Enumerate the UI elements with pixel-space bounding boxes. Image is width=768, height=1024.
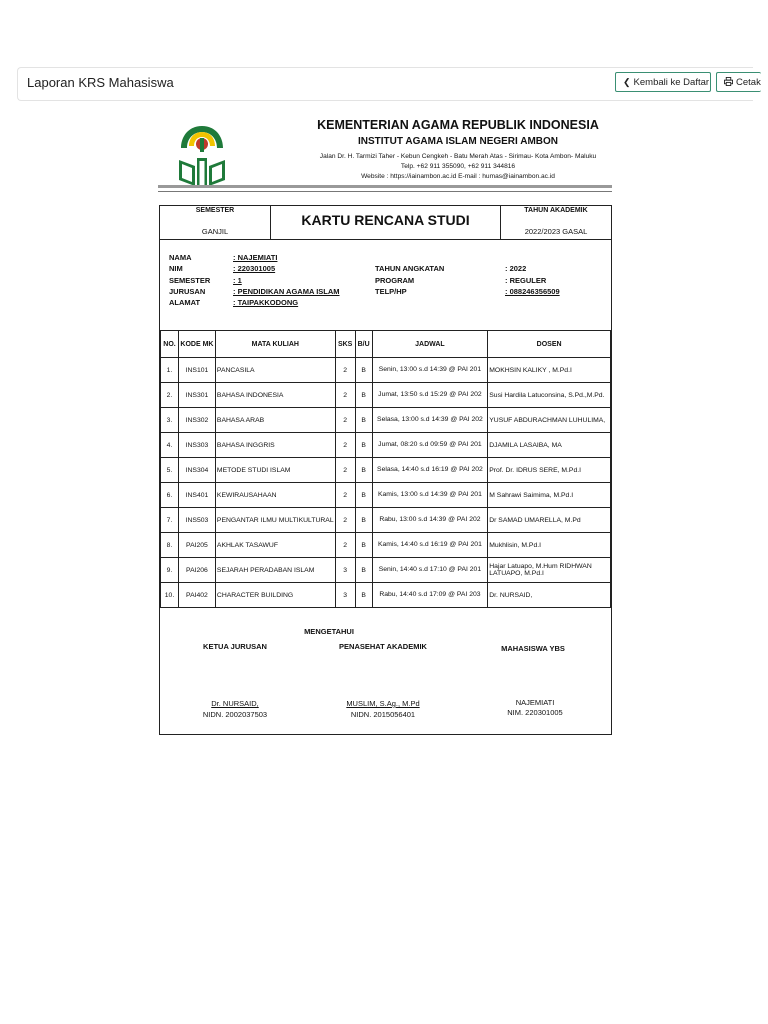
semester-cell (160, 206, 271, 240)
cell-dosen: DJAMILA LASAIBA, MA (488, 433, 611, 458)
cell-dosen: Susi Hardila Latuconsina, S.Pd.,M.Pd. (488, 383, 611, 408)
print-button-label: Cetak (736, 76, 761, 88)
mahasiswa-name: NAJEMIATI (515, 698, 555, 707)
academic-year-label: TAHUN AKADEMIK (524, 207, 588, 214)
cell-kode: INS503 (178, 508, 215, 533)
cell-bu: B (355, 533, 372, 558)
cell-no: 10. (161, 583, 179, 608)
mahasiswa-nim: NIM. 220301005 (507, 708, 563, 717)
program-value: : REGULER (505, 276, 547, 285)
cell-bu: B (355, 358, 372, 383)
cell-jadwal: Senin, 14:40 s.d 17:10 @ PAI 201 (372, 558, 488, 583)
ketua-jurusan-nidn: NIDN. 2002037503 (202, 710, 268, 719)
cell-mata-kuliah: SEJARAH PERADABAN ISLAM (215, 558, 335, 583)
cell-kode: INS101 (178, 358, 215, 383)
cell-sks: 3 (335, 558, 355, 583)
cell-no: 3. (161, 408, 179, 433)
cell-no: 5. (161, 458, 179, 483)
cell-mata-kuliah: METODE STUDI ISLAM (215, 458, 335, 483)
cell-kode: INS303 (178, 433, 215, 458)
cell-no: 4. (161, 433, 179, 458)
cell-jadwal: Kamis, 13:00 s.d 14:39 @ PAI 201 (372, 483, 488, 508)
cell-jadwal: Jumat, 08:20 s.d 09:59 @ PAI 201 (372, 433, 488, 458)
mengetahui-label: MENGETAHUI (304, 627, 354, 636)
cell-jadwal: Selasa, 13:00 s.d 14:39 @ PAI 202 (372, 408, 488, 433)
table-row (161, 358, 611, 383)
printer-icon (724, 77, 733, 88)
cell-no: 9. (161, 558, 179, 583)
print-button[interactable] (716, 72, 761, 92)
table-row (161, 583, 611, 608)
cell-sks: 2 (335, 533, 355, 558)
angkatan-label: TAHUN ANGKATAN (375, 264, 445, 273)
cell-mata-kuliah: CHARACTER BUILDING (215, 583, 335, 608)
cell-kode: INS304 (178, 458, 215, 483)
cell-no: 8. (161, 533, 179, 558)
cell-dosen: M Sahrawi Saimima, M.Pd.I (488, 483, 611, 508)
col-mata-kuliah: MATA KULIAH (215, 331, 335, 358)
cell-jadwal: Rabu, 14:40 s.d 17:09 @ PAI 203 (372, 583, 488, 608)
cell-bu: B (355, 433, 372, 458)
semester-info-value: : 1 (233, 276, 242, 285)
cell-dosen: Dr SAMAD UMARELLA, M.Pd (488, 508, 611, 533)
cell-dosen: YUSUF ABDURACHMAN LUHULIMA, (488, 408, 611, 433)
course-table (160, 330, 611, 608)
table-header-row (161, 331, 611, 358)
program-label: PROGRAM (375, 276, 415, 285)
penasehat-akademik-label: PENASEHAT AKADEMIK (339, 642, 427, 651)
back-button-label: Kembali ke Daftar (633, 76, 710, 88)
angkatan-value: : 2022 (505, 264, 527, 273)
penasehat-akademik-name: MUSLIM, S.Ag., M.Pd (346, 699, 420, 708)
cell-bu: B (355, 583, 372, 608)
table-row (161, 433, 611, 458)
col-sks: SKS (335, 331, 355, 358)
semester-info-label: SEMESTER (169, 276, 211, 285)
cell-kode: PAI205 (178, 533, 215, 558)
cell-mata-kuliah: PANCASILA (215, 358, 335, 383)
institute-contact (288, 152, 628, 182)
cell-kode: INS301 (178, 383, 215, 408)
cell-kode: PAI206 (178, 558, 215, 583)
cell-kode: INS401 (178, 483, 215, 508)
cell-sks: 2 (335, 508, 355, 533)
address-line: Jalan Dr. H. Tarmizi Taher - Kebun Cengkeh - Batu Merah Atas - Sirimau- Kota Ambon- Maluku (319, 153, 597, 160)
academic-year-cell (500, 206, 611, 240)
cell-sks: 2 (335, 483, 355, 508)
cell-mata-kuliah: BAHASA INGGRIS (215, 433, 335, 458)
cell-dosen: MOKHSIN KALIKY , M.Pd.I (488, 358, 611, 383)
krs-card (159, 205, 612, 735)
cell-dosen: Dr. NURSAID, (488, 583, 611, 608)
institute-name: INSTITUT AGAMA ISLAM NEGERI AMBON (358, 136, 558, 147)
top-bar (17, 67, 761, 101)
alamat-value: : TAIPAKKODONG (233, 298, 299, 307)
cell-bu: B (355, 508, 372, 533)
header-rule-thin (158, 191, 612, 192)
cell-jadwal: Selasa, 14:40 s.d 16:19 @ PAI 202 (372, 458, 488, 483)
nim-value: : 220301005 (233, 264, 276, 273)
cell-bu: B (355, 458, 372, 483)
ministry-name: KEMENTERIAN AGAMA REPUBLIK INDONESIA (317, 118, 599, 132)
academic-year-value: 2022/2023 GASAL (524, 227, 588, 236)
card-title: KARTU RENCANA STUDI (301, 212, 470, 228)
table-row (161, 483, 611, 508)
cell-no: 6. (161, 483, 179, 508)
cell-sks: 2 (335, 433, 355, 458)
iain-ambon-logo (173, 120, 231, 188)
cell-jadwal: Jumat, 13:50 s.d 15:29 @ PAI 202 (372, 383, 488, 408)
jurusan-label: JURUSAN (169, 287, 206, 296)
cell-jadwal: Senin, 13:00 s.d 14:39 @ PAI 201 (372, 358, 488, 383)
nama-value: : NAJEMIATI (233, 253, 278, 262)
cell-bu: B (355, 483, 372, 508)
cell-dosen: Prof. Dr. IDRUS SERE, M.Pd.I (488, 458, 611, 483)
web-line: Website : https://iainambon.ac.id E-mail : humas@iainambon.ac.id (361, 173, 555, 180)
telp-value: : 088246356509 (505, 287, 560, 296)
jurusan-value: : PENDIDIKAN AGAMA ISLAM (233, 287, 340, 296)
table-row (161, 533, 611, 558)
page-title: Laporan KRS Mahasiswa (27, 75, 174, 90)
cell-sks: 3 (335, 583, 355, 608)
cell-bu: B (355, 383, 372, 408)
table-row (161, 383, 611, 408)
ketua-jurusan-label: KETUA JURUSAN (203, 642, 267, 651)
cell-mata-kuliah: BAHASA ARAB (215, 408, 335, 433)
cell-sks: 2 (335, 408, 355, 433)
cell-no: 7. (161, 508, 179, 533)
table-row (161, 408, 611, 433)
table-row (161, 558, 611, 583)
cell-mata-kuliah: BAHASA INDONESIA (215, 383, 335, 408)
cell-mata-kuliah: AKHLAK TASAWUF (215, 533, 335, 558)
col-bu: B/U (355, 331, 372, 358)
header-rule-thick (158, 185, 612, 188)
table-row (161, 508, 611, 533)
col-dosen: DOSEN (488, 331, 611, 358)
nim-label: NIM (169, 264, 183, 273)
cell-kode: PAI402 (178, 583, 215, 608)
table-row (161, 458, 611, 483)
cell-sks: 2 (335, 458, 355, 483)
title-divider (160, 239, 611, 240)
mahasiswa-label: MAHASISWA YBS (501, 644, 565, 653)
cell-mata-kuliah: PENGANTAR ILMU MULTIKULTURAL (215, 508, 335, 533)
cell-bu: B (355, 558, 372, 583)
penasehat-akademik-nidn: NIDN. 2015056401 (350, 710, 416, 719)
cell-bu: B (355, 408, 372, 433)
cell-no: 1. (161, 358, 179, 383)
cell-no: 2. (161, 383, 179, 408)
phone-line: Telp. +62 911 355090, +62 911 344816 (400, 163, 516, 170)
chevron-left-icon: ❮ (623, 76, 631, 87)
col-no: NO. (161, 331, 179, 358)
table-bottom-divider (160, 607, 611, 608)
cell-dosen: Hajar Latuapo, M.Hum RIDHWAN LATUAPO, M.Pd.I (488, 558, 611, 583)
cell-sks: 2 (335, 383, 355, 408)
back-to-list-button[interactable] (615, 72, 711, 92)
cell-jadwal: Rabu, 13:00 s.d 14:39 @ PAI 202 (372, 508, 488, 533)
telp-label: TELP/HP (375, 287, 407, 296)
col-jadwal: JADWAL (372, 331, 488, 358)
cell-mata-kuliah: KEWIRAUSAHAAN (215, 483, 335, 508)
semester-label: SEMESTER (195, 207, 235, 214)
cell-jadwal: Kamis, 14:40 s.d 16:19 @ PAI 201 (372, 533, 488, 558)
col-kode: KODE MK (178, 331, 215, 358)
semester-value: GANJIL (201, 227, 229, 236)
alamat-label: ALAMAT (169, 298, 201, 307)
cell-dosen: Mukhlisin, M.Pd.I (488, 533, 611, 558)
cell-sks: 2 (335, 358, 355, 383)
ketua-jurusan-name: Dr. NURSAID, (211, 699, 259, 708)
nama-label: NAMA (169, 253, 192, 262)
cell-kode: INS302 (178, 408, 215, 433)
